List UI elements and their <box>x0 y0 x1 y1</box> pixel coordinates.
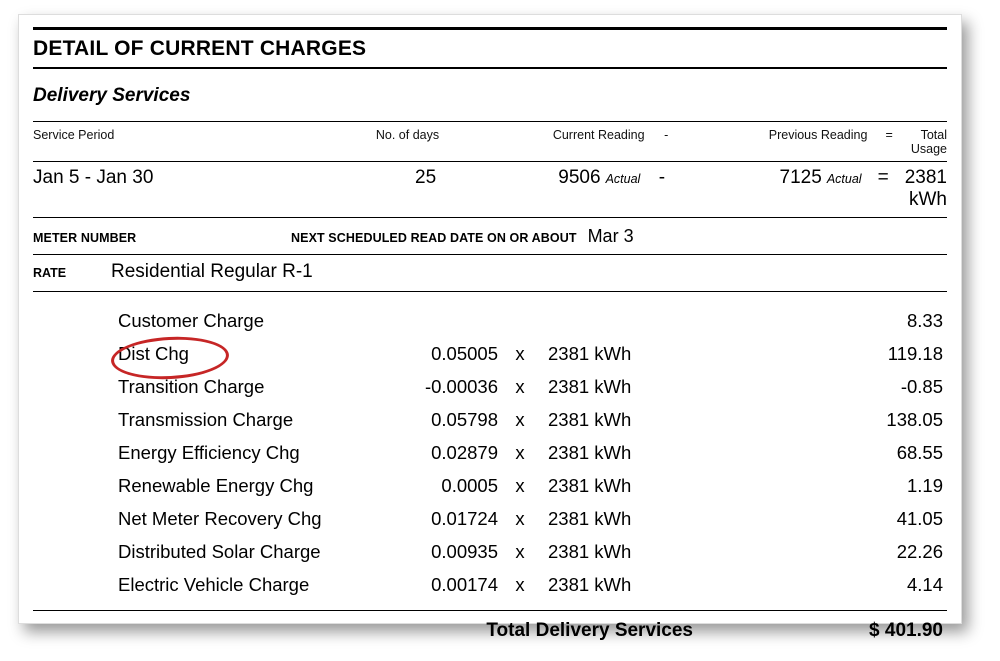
charge-amount: -0.85 <box>900 375 943 397</box>
charge-quantity: 2381 kWh <box>548 375 632 397</box>
header-total-usage: Total Usage <box>910 128 947 156</box>
header-previous-reading: Previous Reading <box>768 128 868 142</box>
charge-quantity: 2381 kWh <box>548 441 632 463</box>
charge-multiply-symbol: x <box>515 474 525 496</box>
service-period-values <box>33 162 947 217</box>
charge-amount: 68.55 <box>896 441 943 463</box>
current-reading-number: 9506 <box>558 167 601 188</box>
charge-rate: 0.02879 <box>431 441 498 463</box>
charge-name-highlighted <box>33 343 378 365</box>
charge-name: Renewable Energy Chg <box>118 474 314 496</box>
charge-amount: 119.18 <box>887 342 943 364</box>
charge-rate: 0.0005 <box>441 474 498 496</box>
total-amount: $ 401.90 <box>869 620 943 641</box>
charge-name: Dist Chg <box>118 342 189 364</box>
charge-rate: 0.00174 <box>431 573 498 595</box>
charge-amount: 22.26 <box>896 540 943 562</box>
charge-quantity: 2381 kWh <box>548 507 632 529</box>
charge-amount: 8.33 <box>906 309 943 331</box>
charge-quantity: 2381 kWh <box>548 342 632 364</box>
next-read-label: NEXT SCHEDULED READ DATE ON OR ABOUT <box>291 231 577 245</box>
table-row <box>33 502 947 535</box>
next-read-date: Mar 3 <box>587 226 634 246</box>
value-total-usage: 2381 kWh <box>904 167 947 210</box>
header-minus-operator: - <box>664 128 669 142</box>
value-previous-reading <box>683 167 861 189</box>
meter-number-label: METER NUMBER <box>33 231 137 245</box>
table-row <box>33 469 947 502</box>
charge-multiply-symbol: x <box>515 342 525 364</box>
charges-table <box>33 292 947 642</box>
table-row <box>33 337 947 370</box>
header-service-period: Service Period <box>33 128 115 142</box>
charge-rate: 0.05798 <box>431 408 498 430</box>
rate-row <box>33 255 947 291</box>
charge-quantity: 2381 kWh <box>548 573 632 595</box>
previous-reading-number: 7125 <box>779 167 822 188</box>
table-row <box>33 370 947 403</box>
rate-label: RATE <box>33 266 67 280</box>
charge-quantity: 2381 kWh <box>548 474 632 496</box>
value-equals-operator: = <box>877 167 889 188</box>
value-minus-operator: - <box>658 167 666 188</box>
charge-amount: 41.05 <box>896 507 943 529</box>
charge-name: Net Meter Recovery Chg <box>118 507 322 529</box>
value-current-reading <box>462 167 640 189</box>
section-title: Delivery Services <box>33 85 191 106</box>
table-row <box>33 304 947 337</box>
table-row <box>33 436 947 469</box>
charge-quantity: 2381 kWh <box>548 408 632 430</box>
charge-multiply-symbol: x <box>515 540 525 562</box>
charge-multiply-symbol: x <box>515 375 525 397</box>
charge-amount: 1.19 <box>906 474 943 496</box>
meter-row <box>33 218 947 254</box>
charge-name: Distributed Solar Charge <box>118 540 321 562</box>
header-equals-operator: = <box>885 128 893 142</box>
charge-quantity: 2381 kWh <box>548 540 632 562</box>
header-current-reading: Current Reading <box>552 128 645 142</box>
charge-multiply-symbol: x <box>515 441 525 463</box>
current-reading-note: Actual <box>605 172 641 186</box>
charge-multiply-symbol: x <box>515 573 525 595</box>
charge-name: Transition Charge <box>118 375 265 397</box>
charge-multiply-symbol: x <box>515 408 525 430</box>
table-row <box>33 535 947 568</box>
charge-rate: -0.00036 <box>424 375 498 397</box>
header-no-of-days: No. of days <box>375 128 440 142</box>
charge-rate: 0.05005 <box>431 342 498 364</box>
total-label: Total Delivery Services <box>486 620 693 641</box>
value-no-of-days: 25 <box>415 167 437 188</box>
page-title: DETAIL OF CURRENT CHARGES <box>33 37 367 60</box>
table-row <box>33 403 947 436</box>
total-row <box>33 611 947 642</box>
charge-multiply-symbol: x <box>515 507 525 529</box>
bill-document <box>18 14 962 641</box>
charge-name: Customer Charge <box>118 309 265 331</box>
charge-amount: 138.05 <box>886 408 943 430</box>
charge-amount: 4.14 <box>906 573 943 595</box>
previous-reading-note: Actual <box>826 172 862 186</box>
charge-name: Energy Efficiency Chg <box>118 441 300 463</box>
table-row <box>33 568 947 601</box>
charge-rate: 0.00935 <box>431 540 498 562</box>
value-service-period: Jan 5 - Jan 30 <box>33 167 154 188</box>
rate-value: Residential Regular R-1 <box>111 261 313 282</box>
charge-name: Transmission Charge <box>118 408 294 430</box>
service-period-header <box>33 122 947 161</box>
charge-name: Electric Vehicle Charge <box>118 573 310 595</box>
charge-rate: 0.01724 <box>431 507 498 529</box>
